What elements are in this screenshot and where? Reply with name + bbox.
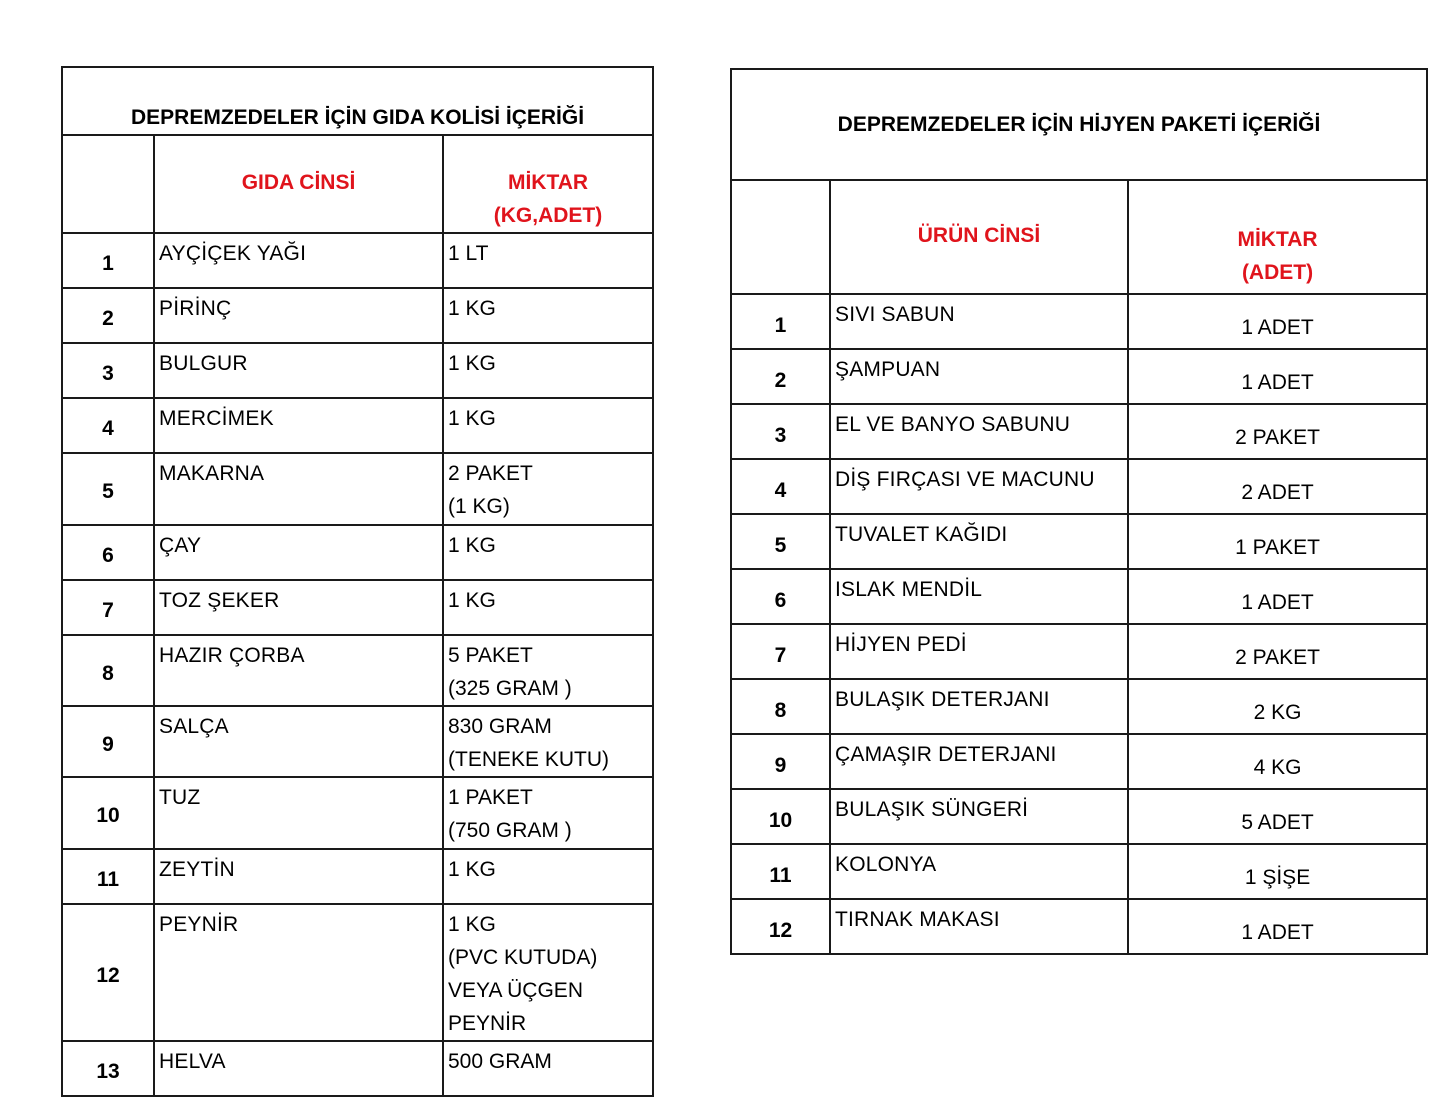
hygiene-row-quantity: 5 ADET: [1128, 789, 1427, 844]
hygiene-row-number: 11: [731, 844, 830, 899]
food-row-number: 6: [62, 525, 154, 580]
food-row-item: BULGUR: [154, 343, 443, 398]
hygiene-row-number: 5: [731, 514, 830, 569]
hygiene-row-number: 12: [731, 899, 830, 954]
food-row-number: 13: [62, 1041, 154, 1096]
hygiene-table-row: [731, 569, 1427, 624]
hygiene-row-item: BULAŞIK SÜNGERİ: [830, 789, 1128, 844]
food-row-number: 2: [62, 288, 154, 343]
food-table-row: [62, 706, 653, 777]
hygiene-table-row: [731, 294, 1427, 349]
hygiene-row-number: 9: [731, 734, 830, 789]
food-row-quantity: 830 GRAM (TENEKE KUTU): [443, 706, 653, 777]
food-row-item: ÇAY: [154, 525, 443, 580]
food-row-item: MAKARNA: [154, 453, 443, 525]
food-row-item: HAZIR ÇORBA: [154, 635, 443, 706]
food-row-item: SALÇA: [154, 706, 443, 777]
food-table-row: [62, 398, 653, 453]
hygiene-package-table: [730, 68, 1428, 955]
food-table-row: [62, 233, 653, 288]
food-table-row: [62, 343, 653, 398]
food-row-item: TOZ ŞEKER: [154, 580, 443, 635]
hygiene-table-row: [731, 899, 1427, 954]
hygiene-table-row: [731, 624, 1427, 679]
hygiene-row-item: ÇAMAŞIR DETERJANI: [830, 734, 1128, 789]
food-table-row: [62, 849, 653, 904]
food-row-item: PİRİNÇ: [154, 288, 443, 343]
food-table-row: [62, 777, 653, 849]
hygiene-table-title: DEPREMZEDELER İÇİN HİJYEN PAKETİ İÇERİĞİ: [731, 69, 1427, 180]
hygiene-table-row: [731, 514, 1427, 569]
food-row-item: TUZ: [154, 777, 443, 849]
food-row-number: 10: [62, 777, 154, 849]
food-row-number: 5: [62, 453, 154, 525]
hygiene-row-item: TUVALET KAĞIDI: [830, 514, 1128, 569]
food-row-quantity: 1 KG: [443, 525, 653, 580]
hygiene-row-item: EL VE BANYO SABUNU: [830, 404, 1128, 459]
hygiene-table-row: [731, 734, 1427, 789]
food-table-row: [62, 1041, 653, 1096]
food-row-quantity: 1 LT: [443, 233, 653, 288]
hygiene-row-number: 8: [731, 679, 830, 734]
food-row-item: MERCİMEK: [154, 398, 443, 453]
food-table-row: [62, 580, 653, 635]
hygiene-table-body: [731, 69, 1427, 954]
food-row-number: 1: [62, 233, 154, 288]
hygiene-row-item: TIRNAK MAKASI: [830, 899, 1128, 954]
hygiene-row-number: 6: [731, 569, 830, 624]
hygiene-row-number: 3: [731, 404, 830, 459]
hygiene-row-quantity: 4 KG: [1128, 734, 1427, 789]
hygiene-row-quantity: 1 ŞİŞE: [1128, 844, 1427, 899]
hygiene-row-quantity: 1 PAKET: [1128, 514, 1427, 569]
hygiene-title-row: [731, 69, 1427, 180]
food-header-row: [62, 135, 653, 233]
food-row-number: 4: [62, 398, 154, 453]
food-row-item: HELVA: [154, 1041, 443, 1096]
food-row-quantity: 1 KG: [443, 343, 653, 398]
hygiene-row-item: DİŞ FIRÇASI VE MACUNU: [830, 459, 1128, 514]
food-row-quantity: 1 KG (PVC KUTUDA) VEYA ÜÇGEN PEYNİR: [443, 904, 653, 1041]
food-table-title: DEPREMZEDELER İÇİN GIDA KOLİSİ İÇERİĞİ: [62, 67, 653, 135]
food-row-number: 7: [62, 580, 154, 635]
food-header-item: GIDA CİNSİ: [154, 135, 443, 233]
hygiene-row-quantity: 1 ADET: [1128, 569, 1427, 624]
hygiene-table-row: [731, 459, 1427, 514]
hygiene-table-row: [731, 679, 1427, 734]
hygiene-row-item: BULAŞIK DETERJANI: [830, 679, 1128, 734]
food-table-body: [62, 67, 653, 1096]
food-table-row: [62, 453, 653, 525]
food-package-table: [61, 66, 654, 1097]
hygiene-header-row: [731, 180, 1427, 294]
hygiene-table-row: [731, 349, 1427, 404]
food-row-item: PEYNİR: [154, 904, 443, 1041]
hygiene-row-item: KOLONYA: [830, 844, 1128, 899]
hygiene-header-item: ÜRÜN CİNSİ: [830, 180, 1128, 294]
food-row-item: AYÇİÇEK YAĞI: [154, 233, 443, 288]
food-table-row: [62, 288, 653, 343]
hygiene-row-item: SIVI SABUN: [830, 294, 1128, 349]
hygiene-row-quantity: 1 ADET: [1128, 899, 1427, 954]
hygiene-row-number: 1: [731, 294, 830, 349]
hygiene-row-item: HİJYEN PEDİ: [830, 624, 1128, 679]
food-title-row: [62, 67, 653, 135]
hygiene-row-quantity: 2 KG: [1128, 679, 1427, 734]
hygiene-table-row: [731, 789, 1427, 844]
hygiene-row-quantity: 2 PAKET: [1128, 404, 1427, 459]
food-row-quantity: 5 PAKET (325 GRAM ): [443, 635, 653, 706]
food-row-number: 3: [62, 343, 154, 398]
food-row-quantity: 1 KG: [443, 849, 653, 904]
food-table-row: [62, 635, 653, 706]
food-header-quantity: MİKTAR (KG,ADET): [443, 135, 653, 233]
hygiene-row-number: 7: [731, 624, 830, 679]
food-row-number: 11: [62, 849, 154, 904]
hygiene-row-quantity: 1 ADET: [1128, 294, 1427, 349]
hygiene-row-number: 4: [731, 459, 830, 514]
food-table-row: [62, 904, 653, 1041]
food-row-number: 9: [62, 706, 154, 777]
food-row-number: 12: [62, 904, 154, 1041]
food-row-quantity: 1 KG: [443, 398, 653, 453]
hygiene-row-number: 2: [731, 349, 830, 404]
food-row-quantity: 1 PAKET (750 GRAM ): [443, 777, 653, 849]
food-table-row: [62, 525, 653, 580]
hygiene-table-row: [731, 844, 1427, 899]
food-row-quantity: 2 PAKET (1 KG): [443, 453, 653, 525]
hygiene-header-quantity: MİKTAR (ADET): [1128, 180, 1427, 294]
hygiene-row-number: 10: [731, 789, 830, 844]
hygiene-row-quantity: 2 ADET: [1128, 459, 1427, 514]
hygiene-row-quantity: 2 PAKET: [1128, 624, 1427, 679]
hygiene-header-number: [731, 180, 830, 294]
food-row-quantity: 500 GRAM: [443, 1041, 653, 1096]
hygiene-row-item: ISLAK MENDİL: [830, 569, 1128, 624]
hygiene-table-row: [731, 404, 1427, 459]
food-header-number: [62, 135, 154, 233]
hygiene-row-quantity: 1 ADET: [1128, 349, 1427, 404]
food-row-number: 8: [62, 635, 154, 706]
food-row-quantity: 1 KG: [443, 580, 653, 635]
hygiene-row-item: ŞAMPUAN: [830, 349, 1128, 404]
food-row-item: ZEYTİN: [154, 849, 443, 904]
food-row-quantity: 1 KG: [443, 288, 653, 343]
